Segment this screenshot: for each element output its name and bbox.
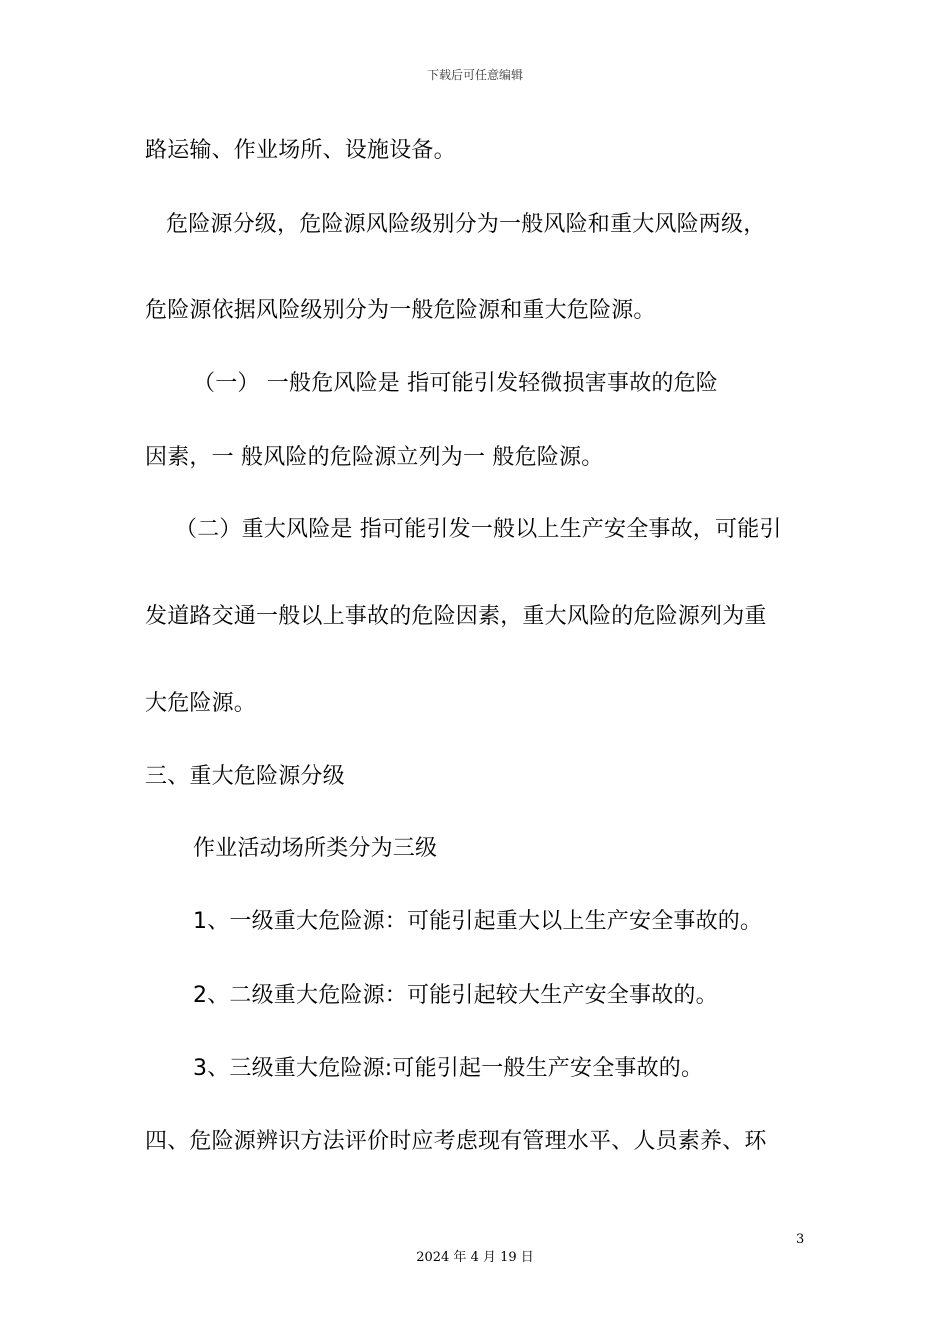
- body-line-3: 危险源依据风险级别分为一般危险源和重大危险源。: [145, 298, 656, 323]
- body-line-2: 危险源分级，危险源风险级别分为一般风险和重大风险两级，: [166, 212, 766, 237]
- list-item-1: 1、一级重大危险源：可能引起重大以上生产安全事故的。: [193, 909, 763, 934]
- header-note: 下载后可任意编辑: [426, 68, 523, 82]
- body-line-1: 路运输、作业场所、设施设备。: [145, 138, 456, 163]
- list-item-2: 2、二级重大危险源：可能引起较大生产安全事故的。: [193, 983, 718, 1008]
- section-heading-4: 四、危险源辨识方法评价时应考虑现有管理水平、人员素养、环: [145, 1129, 767, 1154]
- body-line-7: 发道路交通一般以上事故的危险因素，重大风险的危险源列为重: [145, 604, 767, 629]
- body-line-10: 作业活动场所类分为三级: [193, 836, 438, 861]
- body-line-8: 大危险源。: [145, 691, 257, 716]
- page-number: 3: [796, 1232, 805, 1247]
- list-item-3: 3、三级重大危险源:可能引起一般生产安全事故的。: [193, 1056, 704, 1081]
- footer-date: 2024 年 4 月 19 日: [416, 1250, 534, 1265]
- body-line-4: （一） 一般危风险是 指可能引发轻微损害事故的危险: [193, 371, 718, 396]
- body-line-6: （二）重大风险是 指可能引发一般以上生产安全事故，可能引: [175, 517, 782, 542]
- body-line-5: 因素，一 般风险的危险源立列为一 般危险源。: [145, 445, 604, 470]
- section-heading-3: 三、重大危险源分级: [145, 764, 345, 789]
